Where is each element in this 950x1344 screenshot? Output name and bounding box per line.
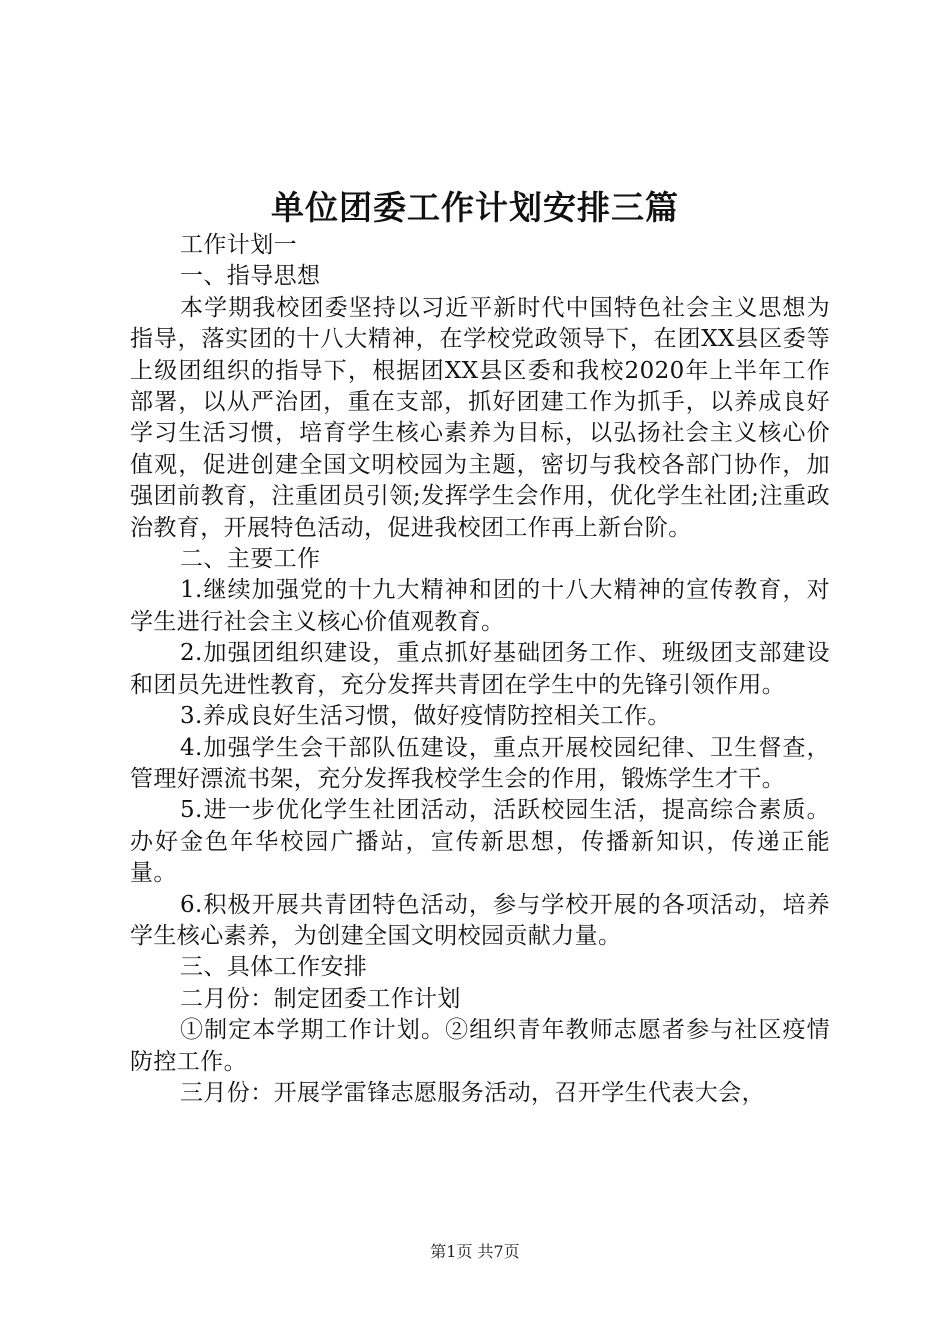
paragraph-guiding-ideology: 本学期我校团委坚持以习近平新时代中国特色社会主义思想为指导，落实团的十八大精神，在学校党政领导下，在团XX县区委等上级团组织的指导下，根据团XX县区委和我校2020年上半年工作部署，以从严治团，重在支部，抓好团建工作为抓手，以养成良好学习生活习惯，培育学生核心素养为目标，以弘扬社会主义核心价值观，促进创建全国文明校园为主题，密切与我校各部门协作，加强团前教育，注重团员引领;发挥学生会作用，优化学生社团;注重政治教育，开展特色活动，促进我校团工作再上新台阶。: [130, 294, 830, 541]
page-number-footer: 第1页 共7页: [430, 1242, 520, 1261]
work-item-4: 4.加强学生会干部队伍建设，重点开展校园纪律、卫生督查，管理好漂流书架，充分发挥我校学生会的作用，锻炼学生才干。: [130, 734, 830, 792]
schedule-march: 三月份：开展学雷锋志愿服务活动，召开学生代表大会，: [180, 1079, 765, 1106]
work-item-3: 3.养成良好生活习惯，做好疫情防控相关工作。: [180, 703, 671, 730]
section-heading-schedule: 三、具体工作安排: [180, 954, 368, 981]
document-body: [130, 230, 830, 1109]
work-item-6: 6.积极开展共青团特色活动，参与学校开展的各项活动，培养学生核心素养，为创建全国文明校园贡献力量。: [130, 891, 830, 949]
plan-heading: 工作计划一: [180, 232, 297, 258]
work-item-5: 5.进一步优化学生社团活动，活跃校园生活，提高综合素质。办好金色年华校园广播站，宣传新思想，传播新知识，传递正能量。: [130, 797, 830, 887]
work-item-2: 2.加强团组织建设，重点抓好基础团务工作、班级团支部建设和团员先进性教育，充分发挥共青团在学生中的先锋引领作用。: [130, 640, 830, 698]
schedule-february-details: ①制定本学期工作计划。②组织青年教师志愿者参与社区疫情防控工作。: [130, 1017, 830, 1075]
work-item-1: 1.继续加强党的十九大精神和团的十八大精神的宣传教育，对学生进行社会主义核心价值观教育。: [130, 577, 830, 635]
section-heading-guiding-ideology: 一、指导思想: [180, 263, 321, 290]
schedule-february: 二月份：制定团委工作计划: [180, 985, 461, 1012]
section-heading-main-work: 二、主要工作: [180, 546, 321, 573]
document-title: 单位团委工作计划安排三篇: [271, 188, 679, 227]
